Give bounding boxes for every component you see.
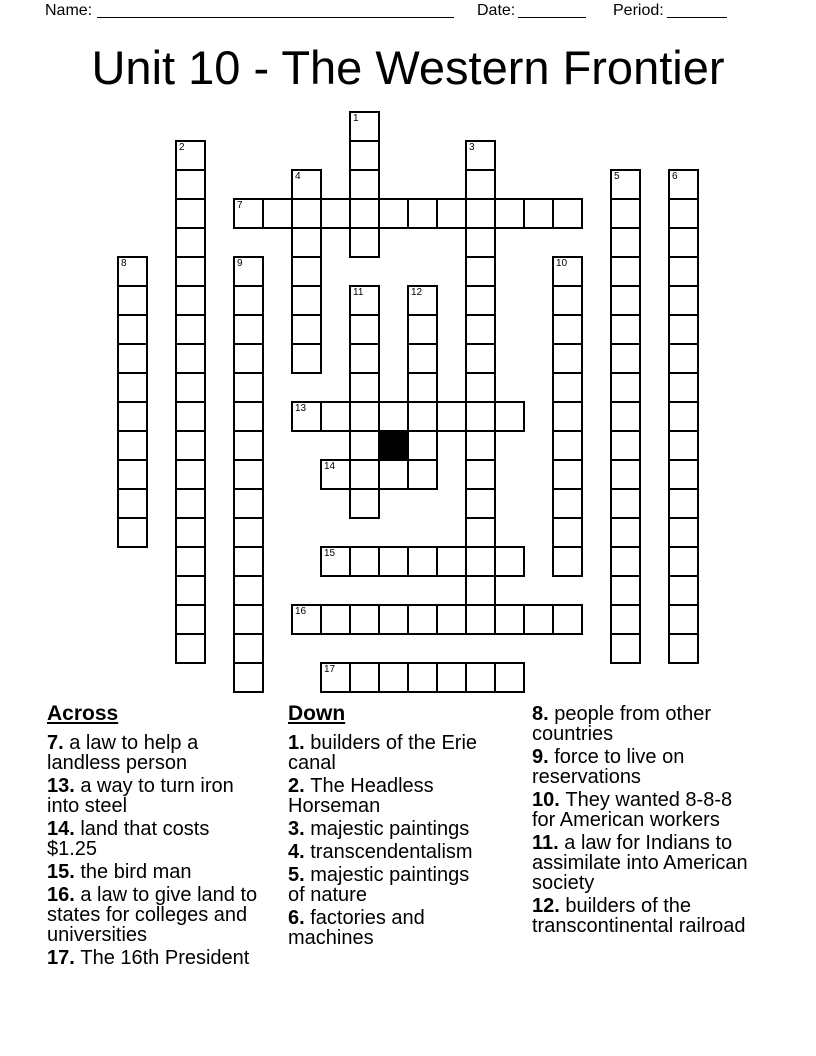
grid-cell-r9c15[interactable] bbox=[552, 372, 583, 403]
grid-cell-r13c4[interactable] bbox=[233, 488, 264, 519]
grid-cell-r18c17[interactable] bbox=[610, 633, 641, 664]
grid-cell-r15c10[interactable] bbox=[407, 546, 438, 577]
grid-cell-r16c17[interactable] bbox=[610, 575, 641, 606]
clue-number: 3. bbox=[288, 818, 311, 840]
across-heading: Across bbox=[47, 702, 119, 725]
grid-cell-r14c0[interactable] bbox=[117, 517, 148, 548]
grid-cell-r15c8[interactable] bbox=[349, 546, 380, 577]
cell-number-6: 6 bbox=[672, 171, 678, 182]
grid-cell-r10c6[interactable] bbox=[291, 401, 322, 432]
clue-line: states for colleges and bbox=[47, 904, 248, 926]
grid-cell-r17c4[interactable] bbox=[233, 604, 264, 635]
grid-cell-r17c14[interactable] bbox=[523, 604, 554, 635]
black-cell-r11c9 bbox=[378, 430, 409, 461]
grid-cell-r7c12[interactable] bbox=[465, 314, 496, 345]
grid-cell-r3c19[interactable] bbox=[668, 198, 699, 229]
name-label: Name: bbox=[45, 2, 93, 19]
grid-cell-r7c19[interactable] bbox=[668, 314, 699, 345]
grid-cell-r17c8[interactable] bbox=[349, 604, 380, 635]
clue-number: 15. bbox=[47, 861, 81, 883]
grid-cell-r18c19[interactable] bbox=[668, 633, 699, 664]
grid-cell-r8c0[interactable] bbox=[117, 343, 148, 374]
grid-cell-r17c13[interactable] bbox=[494, 604, 525, 635]
cell-number-7: 7 bbox=[237, 200, 243, 211]
grid-cell-r11c0[interactable] bbox=[117, 430, 148, 461]
clue-line: countries bbox=[532, 723, 614, 745]
grid-cell-r11c19[interactable] bbox=[668, 430, 699, 461]
grid-cell-r3c4[interactable] bbox=[233, 198, 264, 229]
clue-number: 11. bbox=[532, 832, 565, 854]
cell-number-17: 17 bbox=[324, 664, 336, 675]
date-label: Date: bbox=[477, 2, 516, 19]
grid-cell-r7c6[interactable] bbox=[291, 314, 322, 345]
grid-cell-r5c0[interactable] bbox=[117, 256, 148, 287]
grid-cell-r14c15[interactable] bbox=[552, 517, 583, 548]
grid-cell-r2c12[interactable] bbox=[465, 169, 496, 200]
grid-cell-r8c2[interactable] bbox=[175, 343, 206, 374]
cell-number-3: 3 bbox=[469, 142, 475, 153]
grid-cell-r12c7[interactable] bbox=[320, 459, 351, 490]
clue-number: 14. bbox=[47, 818, 81, 840]
grid-cell-r9c19[interactable] bbox=[668, 372, 699, 403]
grid-cell-r14c12[interactable] bbox=[465, 517, 496, 548]
grid-cell-r15c19[interactable] bbox=[668, 546, 699, 577]
grid-cell-r9c4[interactable] bbox=[233, 372, 264, 403]
grid-cell-r13c8[interactable] bbox=[349, 488, 380, 519]
grid-cell-r12c12[interactable] bbox=[465, 459, 496, 490]
clue-number: 1. bbox=[288, 732, 311, 754]
clue-line: for American workers bbox=[532, 809, 720, 831]
grid-cell-r6c10[interactable] bbox=[407, 285, 438, 316]
clue-line: machines bbox=[288, 927, 374, 949]
grid-cell-r2c19[interactable] bbox=[668, 169, 699, 200]
clue-line: 17. The 16th President bbox=[47, 947, 250, 969]
clue-line: 12. builders of the bbox=[532, 895, 691, 917]
grid-cell-r14c2[interactable] bbox=[175, 517, 206, 548]
grid-cell-r19c13[interactable] bbox=[494, 662, 525, 693]
grid-cell-r4c6[interactable] bbox=[291, 227, 322, 258]
cell-number-12: 12 bbox=[411, 287, 423, 298]
grid-cell-r4c19[interactable] bbox=[668, 227, 699, 258]
worksheet-title: Unit 10 - The Western Frontier bbox=[91, 41, 725, 94]
clue-across-17 bbox=[47, 948, 287, 968]
grid-cell-r15c2[interactable] bbox=[175, 546, 206, 577]
grid-cell-r9c2[interactable] bbox=[175, 372, 206, 403]
clue-line: 4. transcendentalism bbox=[288, 841, 473, 863]
grid-cell-r4c8[interactable] bbox=[349, 227, 380, 258]
clue-number: 13. bbox=[47, 775, 81, 797]
grid-cell-r7c4[interactable] bbox=[233, 314, 264, 345]
grid-cell-r16c4[interactable] bbox=[233, 575, 264, 606]
grid-cell-r12c19[interactable] bbox=[668, 459, 699, 490]
grid-cell-r7c15[interactable] bbox=[552, 314, 583, 345]
grid-cell-r10c0[interactable] bbox=[117, 401, 148, 432]
clue-across-7 bbox=[47, 733, 287, 773]
grid-cell-r3c8[interactable] bbox=[349, 198, 380, 229]
cell-number-11: 11 bbox=[353, 287, 364, 298]
grid-cell-r19c4[interactable] bbox=[233, 662, 264, 693]
grid-cell-r15c15[interactable] bbox=[552, 546, 583, 577]
grid-cell-r12c17[interactable] bbox=[610, 459, 641, 490]
grid-cell-r9c8[interactable] bbox=[349, 372, 380, 403]
grid-cell-r19c12[interactable] bbox=[465, 662, 496, 693]
clue-line: 6. factories and bbox=[288, 907, 425, 929]
clue-line: reservations bbox=[532, 766, 641, 788]
grid-cell-r5c17[interactable] bbox=[610, 256, 641, 287]
grid-cell-r19c8[interactable] bbox=[349, 662, 380, 693]
cell-number-4: 4 bbox=[295, 171, 301, 182]
clue-line: transcontinental railroad bbox=[532, 915, 746, 937]
grid-cell-r3c11[interactable] bbox=[436, 198, 467, 229]
clue-line: 8. people from other bbox=[532, 703, 712, 725]
grid-cell-r10c12[interactable] bbox=[465, 401, 496, 432]
clue-line: assimilate into American bbox=[532, 852, 748, 874]
grid-cell-r9c0[interactable] bbox=[117, 372, 148, 403]
grid-cell-r10c11[interactable] bbox=[436, 401, 467, 432]
grid-cell-r15c4[interactable] bbox=[233, 546, 264, 577]
grid-cell-r3c7[interactable] bbox=[320, 198, 351, 229]
cell-number-9: 9 bbox=[237, 258, 243, 269]
grid-cell-r16c19[interactable] bbox=[668, 575, 699, 606]
clue-number: 17. bbox=[47, 947, 81, 969]
grid-cell-r2c6[interactable] bbox=[291, 169, 322, 200]
clue-number: 16. bbox=[47, 884, 81, 906]
grid-cell-r3c9[interactable] bbox=[378, 198, 409, 229]
down-clue-continued-list bbox=[532, 704, 782, 936]
grid-cell-r5c2[interactable] bbox=[175, 256, 206, 287]
grid-cell-r5c12[interactable] bbox=[465, 256, 496, 287]
cell-number-10: 10 bbox=[556, 258, 568, 269]
clue-line: 16. a law to give land to bbox=[47, 884, 258, 906]
grid-cell-r6c6[interactable] bbox=[291, 285, 322, 316]
grid-cell-r8c4[interactable] bbox=[233, 343, 264, 374]
clue-down-3 bbox=[288, 819, 528, 839]
clue-number: 12. bbox=[532, 895, 566, 917]
clue-line: canal bbox=[288, 752, 336, 774]
grid-cell-r6c17[interactable] bbox=[610, 285, 641, 316]
grid-cell-r9c10[interactable] bbox=[407, 372, 438, 403]
grid-cell-r1c2[interactable] bbox=[175, 140, 206, 171]
clue-line: 5. majestic paintings bbox=[288, 864, 470, 886]
clue-number: 2. bbox=[288, 775, 311, 797]
grid-cell-r12c4[interactable] bbox=[233, 459, 264, 490]
clue-across-14 bbox=[47, 819, 287, 859]
grid-cell-r14c19[interactable] bbox=[668, 517, 699, 548]
clue-line: 15. the bird man bbox=[47, 861, 192, 883]
grid-cell-r10c15[interactable] bbox=[552, 401, 583, 432]
grid-cell-r3c15[interactable] bbox=[552, 198, 583, 229]
grid-cell-r7c0[interactable] bbox=[117, 314, 148, 345]
grid-cell-r10c9[interactable] bbox=[378, 401, 409, 432]
grid-cell-r17c15[interactable] bbox=[552, 604, 583, 635]
clue-number: 4. bbox=[288, 841, 311, 863]
grid-cell-r10c10[interactable] bbox=[407, 401, 438, 432]
grid-cell-r3c13[interactable] bbox=[494, 198, 525, 229]
grid-cell-r17c11[interactable] bbox=[436, 604, 467, 635]
grid-cell-r4c2[interactable] bbox=[175, 227, 206, 258]
grid-cell-r17c10[interactable] bbox=[407, 604, 438, 635]
clue-across-16 bbox=[47, 885, 287, 945]
cell-number-13: 13 bbox=[295, 403, 307, 414]
grid-cell-r7c8[interactable] bbox=[349, 314, 380, 345]
grid-cell-r5c6[interactable] bbox=[291, 256, 322, 287]
period-label: Period: bbox=[613, 2, 664, 19]
clue-line: 9. force to live on bbox=[532, 746, 685, 768]
down-clue-list bbox=[288, 733, 528, 948]
clue-line: of nature bbox=[288, 884, 367, 906]
clue-line: society bbox=[532, 872, 595, 894]
grid-cell-r6c15[interactable] bbox=[552, 285, 583, 316]
across-clue-list bbox=[47, 733, 287, 968]
grid-cell-r10c8[interactable] bbox=[349, 401, 380, 432]
clue-line: landless person bbox=[47, 752, 188, 774]
clue-line: into steel bbox=[47, 795, 128, 817]
grid-cell-r11c4[interactable] bbox=[233, 430, 264, 461]
cell-number-2: 2 bbox=[179, 142, 185, 153]
grid-cell-r18c2[interactable] bbox=[175, 633, 206, 664]
grid-cell-r10c4[interactable] bbox=[233, 401, 264, 432]
clue-down-6 bbox=[288, 908, 528, 948]
clue-number: 9. bbox=[532, 746, 555, 768]
grid-cell-r19c10[interactable] bbox=[407, 662, 438, 693]
grid-cell-r2c8[interactable] bbox=[349, 169, 380, 200]
grid-cell-r15c17[interactable] bbox=[610, 546, 641, 577]
grid-cell-r11c17[interactable] bbox=[610, 430, 641, 461]
grid-cell-r13c0[interactable] bbox=[117, 488, 148, 519]
grid-cell-r17c17[interactable] bbox=[610, 604, 641, 635]
grid-cell-r0c8[interactable] bbox=[349, 111, 380, 142]
clue-line: 3. majestic paintings bbox=[288, 818, 470, 840]
grid-cell-r11c15[interactable] bbox=[552, 430, 583, 461]
grid-cell-r15c11[interactable] bbox=[436, 546, 467, 577]
grid-cell-r4c17[interactable] bbox=[610, 227, 641, 258]
grid-cell-r6c12[interactable] bbox=[465, 285, 496, 316]
grid-cell-r16c12[interactable] bbox=[465, 575, 496, 606]
grid-cell-r1c8[interactable] bbox=[349, 140, 380, 171]
grid-cell-r9c12[interactable] bbox=[465, 372, 496, 403]
grid-cell-r19c9[interactable] bbox=[378, 662, 409, 693]
grid-cell-r1c12[interactable] bbox=[465, 140, 496, 171]
grid-cell-r10c7[interactable] bbox=[320, 401, 351, 432]
grid-cell-r14c17[interactable] bbox=[610, 517, 641, 548]
grid-cell-r8c8[interactable] bbox=[349, 343, 380, 374]
clue-line: 2. The Headless bbox=[288, 775, 434, 797]
grid-cell-r5c4[interactable] bbox=[233, 256, 264, 287]
grid-cell-r7c10[interactable] bbox=[407, 314, 438, 345]
grid-cell-r10c19[interactable] bbox=[668, 401, 699, 432]
grid-cell-r3c17[interactable] bbox=[610, 198, 641, 229]
clue-down-9 bbox=[532, 747, 782, 787]
grid-cell-r6c2[interactable] bbox=[175, 285, 206, 316]
grid-cell-r11c12[interactable] bbox=[465, 430, 496, 461]
clue-line: universities bbox=[47, 924, 148, 946]
grid-cell-r15c7[interactable] bbox=[320, 546, 351, 577]
grid-cell-r8c10[interactable] bbox=[407, 343, 438, 374]
grid-cell-r15c9[interactable] bbox=[378, 546, 409, 577]
grid-cell-r2c17[interactable] bbox=[610, 169, 641, 200]
clue-line: 11. a law for Indians to bbox=[532, 832, 733, 854]
grid-cell-r17c12[interactable] bbox=[465, 604, 496, 635]
grid-cell-r12c10[interactable] bbox=[407, 459, 438, 490]
grid-cell-r11c2[interactable] bbox=[175, 430, 206, 461]
clue-down-10 bbox=[532, 790, 782, 830]
cell-number-14: 14 bbox=[324, 461, 336, 472]
grid-cell-r3c2[interactable] bbox=[175, 198, 206, 229]
cell-number-1: 1 bbox=[353, 113, 359, 124]
grid-cell-r3c6[interactable] bbox=[291, 198, 322, 229]
grid-cell-r17c2[interactable] bbox=[175, 604, 206, 635]
grid-cell-r10c13[interactable] bbox=[494, 401, 525, 432]
grid-cell-r11c10[interactable] bbox=[407, 430, 438, 461]
grid-cell-r11c8[interactable] bbox=[349, 430, 380, 461]
grid-cell-r2c2[interactable] bbox=[175, 169, 206, 200]
cell-number-16: 16 bbox=[295, 606, 307, 617]
grid-cell-r4c12[interactable] bbox=[465, 227, 496, 258]
grid-cell-r12c0[interactable] bbox=[117, 459, 148, 490]
grid-cell-r9c17[interactable] bbox=[610, 372, 641, 403]
grid-cell-r8c19[interactable] bbox=[668, 343, 699, 374]
clue-line: 1. builders of the Erie bbox=[288, 732, 478, 754]
clue-line: Horseman bbox=[288, 795, 381, 817]
clue-down-8 bbox=[532, 704, 782, 744]
grid-cell-r17c6[interactable] bbox=[291, 604, 322, 635]
clue-down-11 bbox=[532, 833, 782, 893]
grid-cell-r3c12[interactable] bbox=[465, 198, 496, 229]
grid-cell-r13c12[interactable] bbox=[465, 488, 496, 519]
grid-cell-r7c17[interactable] bbox=[610, 314, 641, 345]
cell-number-8: 8 bbox=[121, 258, 127, 269]
grid-cell-r13c2[interactable] bbox=[175, 488, 206, 519]
clue-down-1 bbox=[288, 733, 528, 773]
grid-cell-r17c7[interactable] bbox=[320, 604, 351, 635]
grid-cell-r15c13[interactable] bbox=[494, 546, 525, 577]
grid-cell-r12c8[interactable] bbox=[349, 459, 380, 490]
grid-cell-r18c4[interactable] bbox=[233, 633, 264, 664]
clue-down-2 bbox=[288, 776, 528, 816]
clue-across-13 bbox=[47, 776, 287, 816]
grid-cell-r5c15[interactable] bbox=[552, 256, 583, 287]
grid-cell-r8c6[interactable] bbox=[291, 343, 322, 374]
grid-cell-r13c17[interactable] bbox=[610, 488, 641, 519]
grid-cell-r3c10[interactable] bbox=[407, 198, 438, 229]
grid-cell-r6c8[interactable] bbox=[349, 285, 380, 316]
clue-number: 7. bbox=[47, 732, 70, 754]
down-clues-continued-column bbox=[532, 704, 782, 939]
clue-line: 10. They wanted 8-8-8 bbox=[532, 789, 733, 811]
grid-cell-r7c2[interactable] bbox=[175, 314, 206, 345]
clue-number: 6. bbox=[288, 907, 311, 929]
across-clues-column bbox=[47, 702, 287, 971]
down-heading: Down bbox=[288, 702, 346, 725]
clue-line: 7. a law to help a bbox=[47, 732, 199, 754]
grid-cell-r12c9[interactable] bbox=[378, 459, 409, 490]
grid-cell-r15c12[interactable] bbox=[465, 546, 496, 577]
grid-cell-r5c19[interactable] bbox=[668, 256, 699, 287]
clue-number: 8. bbox=[532, 703, 555, 725]
clue-line: $1.25 bbox=[47, 838, 98, 860]
grid-cell-r6c19[interactable] bbox=[668, 285, 699, 316]
grid-cell-r17c19[interactable] bbox=[668, 604, 699, 635]
grid-cell-r10c17[interactable] bbox=[610, 401, 641, 432]
grid-cell-r10c2[interactable] bbox=[175, 401, 206, 432]
grid-cell-r8c17[interactable] bbox=[610, 343, 641, 374]
cell-number-15: 15 bbox=[324, 548, 336, 559]
grid-cell-r13c19[interactable] bbox=[668, 488, 699, 519]
clue-number: 5. bbox=[288, 864, 311, 886]
grid-cell-r8c15[interactable] bbox=[552, 343, 583, 374]
grid-cell-r8c12[interactable] bbox=[465, 343, 496, 374]
grid-cell-r12c15[interactable] bbox=[552, 459, 583, 490]
grid-cell-r12c2[interactable] bbox=[175, 459, 206, 490]
grid-cell-r17c9[interactable] bbox=[378, 604, 409, 635]
clue-down-12 bbox=[532, 896, 782, 936]
grid-cell-r3c5[interactable] bbox=[262, 198, 293, 229]
grid-cell-r19c11[interactable] bbox=[436, 662, 467, 693]
grid-cell-r13c15[interactable] bbox=[552, 488, 583, 519]
clue-across-15 bbox=[47, 862, 287, 882]
grid-cell-r6c0[interactable] bbox=[117, 285, 148, 316]
grid-cell-r19c7[interactable] bbox=[320, 662, 351, 693]
clue-line: 13. a way to turn iron bbox=[47, 775, 234, 797]
grid-cell-r14c4[interactable] bbox=[233, 517, 264, 548]
clue-down-5 bbox=[288, 865, 528, 905]
grid-cell-r16c2[interactable] bbox=[175, 575, 206, 606]
cell-number-5: 5 bbox=[614, 171, 620, 182]
grid-cell-r6c4[interactable] bbox=[233, 285, 264, 316]
down-clues-column bbox=[288, 702, 528, 951]
clue-line: 14. land that costs bbox=[47, 818, 210, 840]
grid-cell-r3c14[interactable] bbox=[523, 198, 554, 229]
clue-number: 10. bbox=[532, 789, 566, 811]
clue-down-4 bbox=[288, 842, 528, 862]
